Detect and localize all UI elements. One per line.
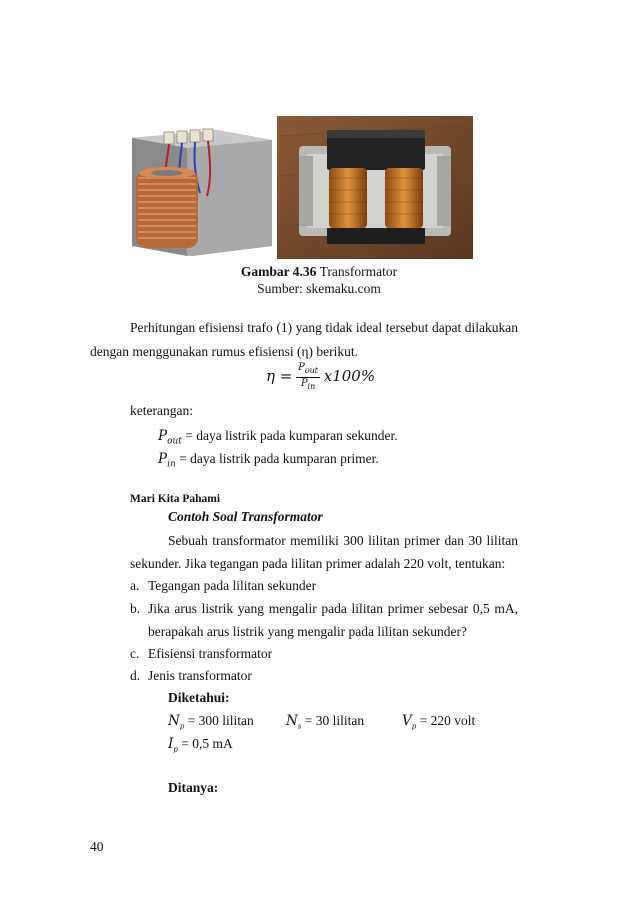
asked-heading: Ditanya: xyxy=(168,780,219,795)
question-d-letter: d. xyxy=(130,668,141,683)
efficiency-formula xyxy=(266,362,375,393)
formula-lhs: η = xyxy=(266,366,293,385)
question-c-text: Efisiensi transformator xyxy=(148,646,273,661)
transformer-3d-illustration xyxy=(122,118,275,258)
figure-caption-label: Gambar 4.36 xyxy=(240,264,317,279)
paragraph-line-2: dengan menggunakan rumus efisiensi (η) berikut. xyxy=(90,344,358,359)
known-ip: $I_p = 0,5$ mA xyxy=(168,736,233,754)
question-b-line-1: Jika arus listrik yang mengalir pada lilitan primer sebesar 0,5 mA, xyxy=(148,601,518,616)
question-a-letter: a. xyxy=(130,578,140,593)
legend-item-pin: $P_{in}$ = daya listrik pada kumparan primer. xyxy=(158,451,379,470)
question-b-letter: b. xyxy=(130,601,141,616)
section-label: Mari Kita Pahami xyxy=(130,493,221,505)
intro-line-1: Sebuah transformator memiliki 300 lilitan primer dan 30 lilitan xyxy=(168,533,518,548)
formula-rhs: x100% xyxy=(323,366,376,385)
figure-source: Sumber: skemaku.com xyxy=(257,281,381,296)
formula-fraction: $\frac{P_{out}}{P_{in}}$ xyxy=(298,362,318,391)
intro-line-2: sekunder. Jika tegangan pada lilitan primer adalah 220 volt, tentukan: xyxy=(130,556,506,571)
figure-caption xyxy=(0,264,638,280)
transformer-photo xyxy=(277,116,473,259)
legend-item-pout: $P_{out}$ = daya listrik pada kumparan sekunder. xyxy=(158,428,398,447)
legend-heading: keterangan: xyxy=(130,403,193,418)
question-b-line-2: berapakah arus listrik yang mengalir pada lilitan sekunder? xyxy=(148,624,468,639)
question-c-letter: c. xyxy=(130,646,140,661)
page-number: 40 xyxy=(90,839,104,854)
section-title: Contoh Soal Transformator xyxy=(168,509,323,524)
figure-caption-text: Transformator xyxy=(316,264,398,279)
known-heading: Diketahui: xyxy=(168,690,230,705)
question-a-text: Tegangan pada lilitan sekunder xyxy=(148,578,317,593)
known-ns: $N_s = 30$ lilitan xyxy=(286,713,365,731)
paragraph-line-1: Perhitungan efisiensi trafo (1) yang tidak ideal tersebut dapat dilakukan xyxy=(130,320,518,335)
known-vp: $V_p = 220$ volt xyxy=(402,713,476,731)
question-d-text: Jenis transformator xyxy=(148,668,252,683)
known-np: $N_p = 300$ lilitan xyxy=(168,713,254,731)
